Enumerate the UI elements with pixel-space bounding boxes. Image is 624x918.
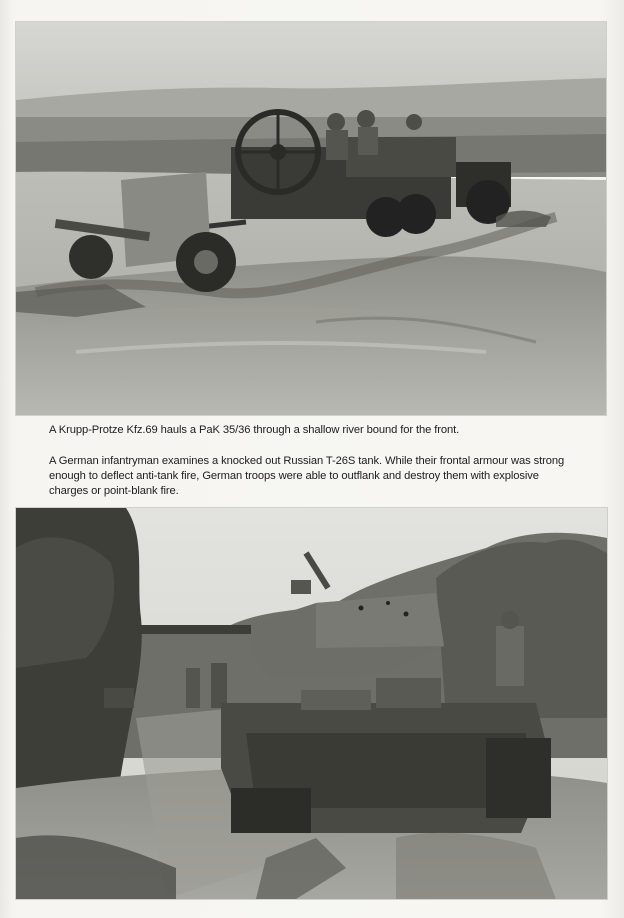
caption-bottom: A German infantryman examines a knocked out Russian T-26S tank. While their frontal armour was strong enough to deflect anti-tank fire, German troops were able to outflank and destroy them with explosive charges or point-blank fire. (49, 455, 565, 497)
photo-truck-illustration (16, 22, 606, 415)
photo-tank-illustration (16, 508, 607, 899)
photo-truck-towing-gun (16, 22, 606, 415)
photo-knocked-out-tank (16, 508, 607, 899)
caption-top: A Krupp-Protze Kfz.69 hauls a PaK 35/36 through a shallow river bound for the front. (49, 424, 460, 436)
